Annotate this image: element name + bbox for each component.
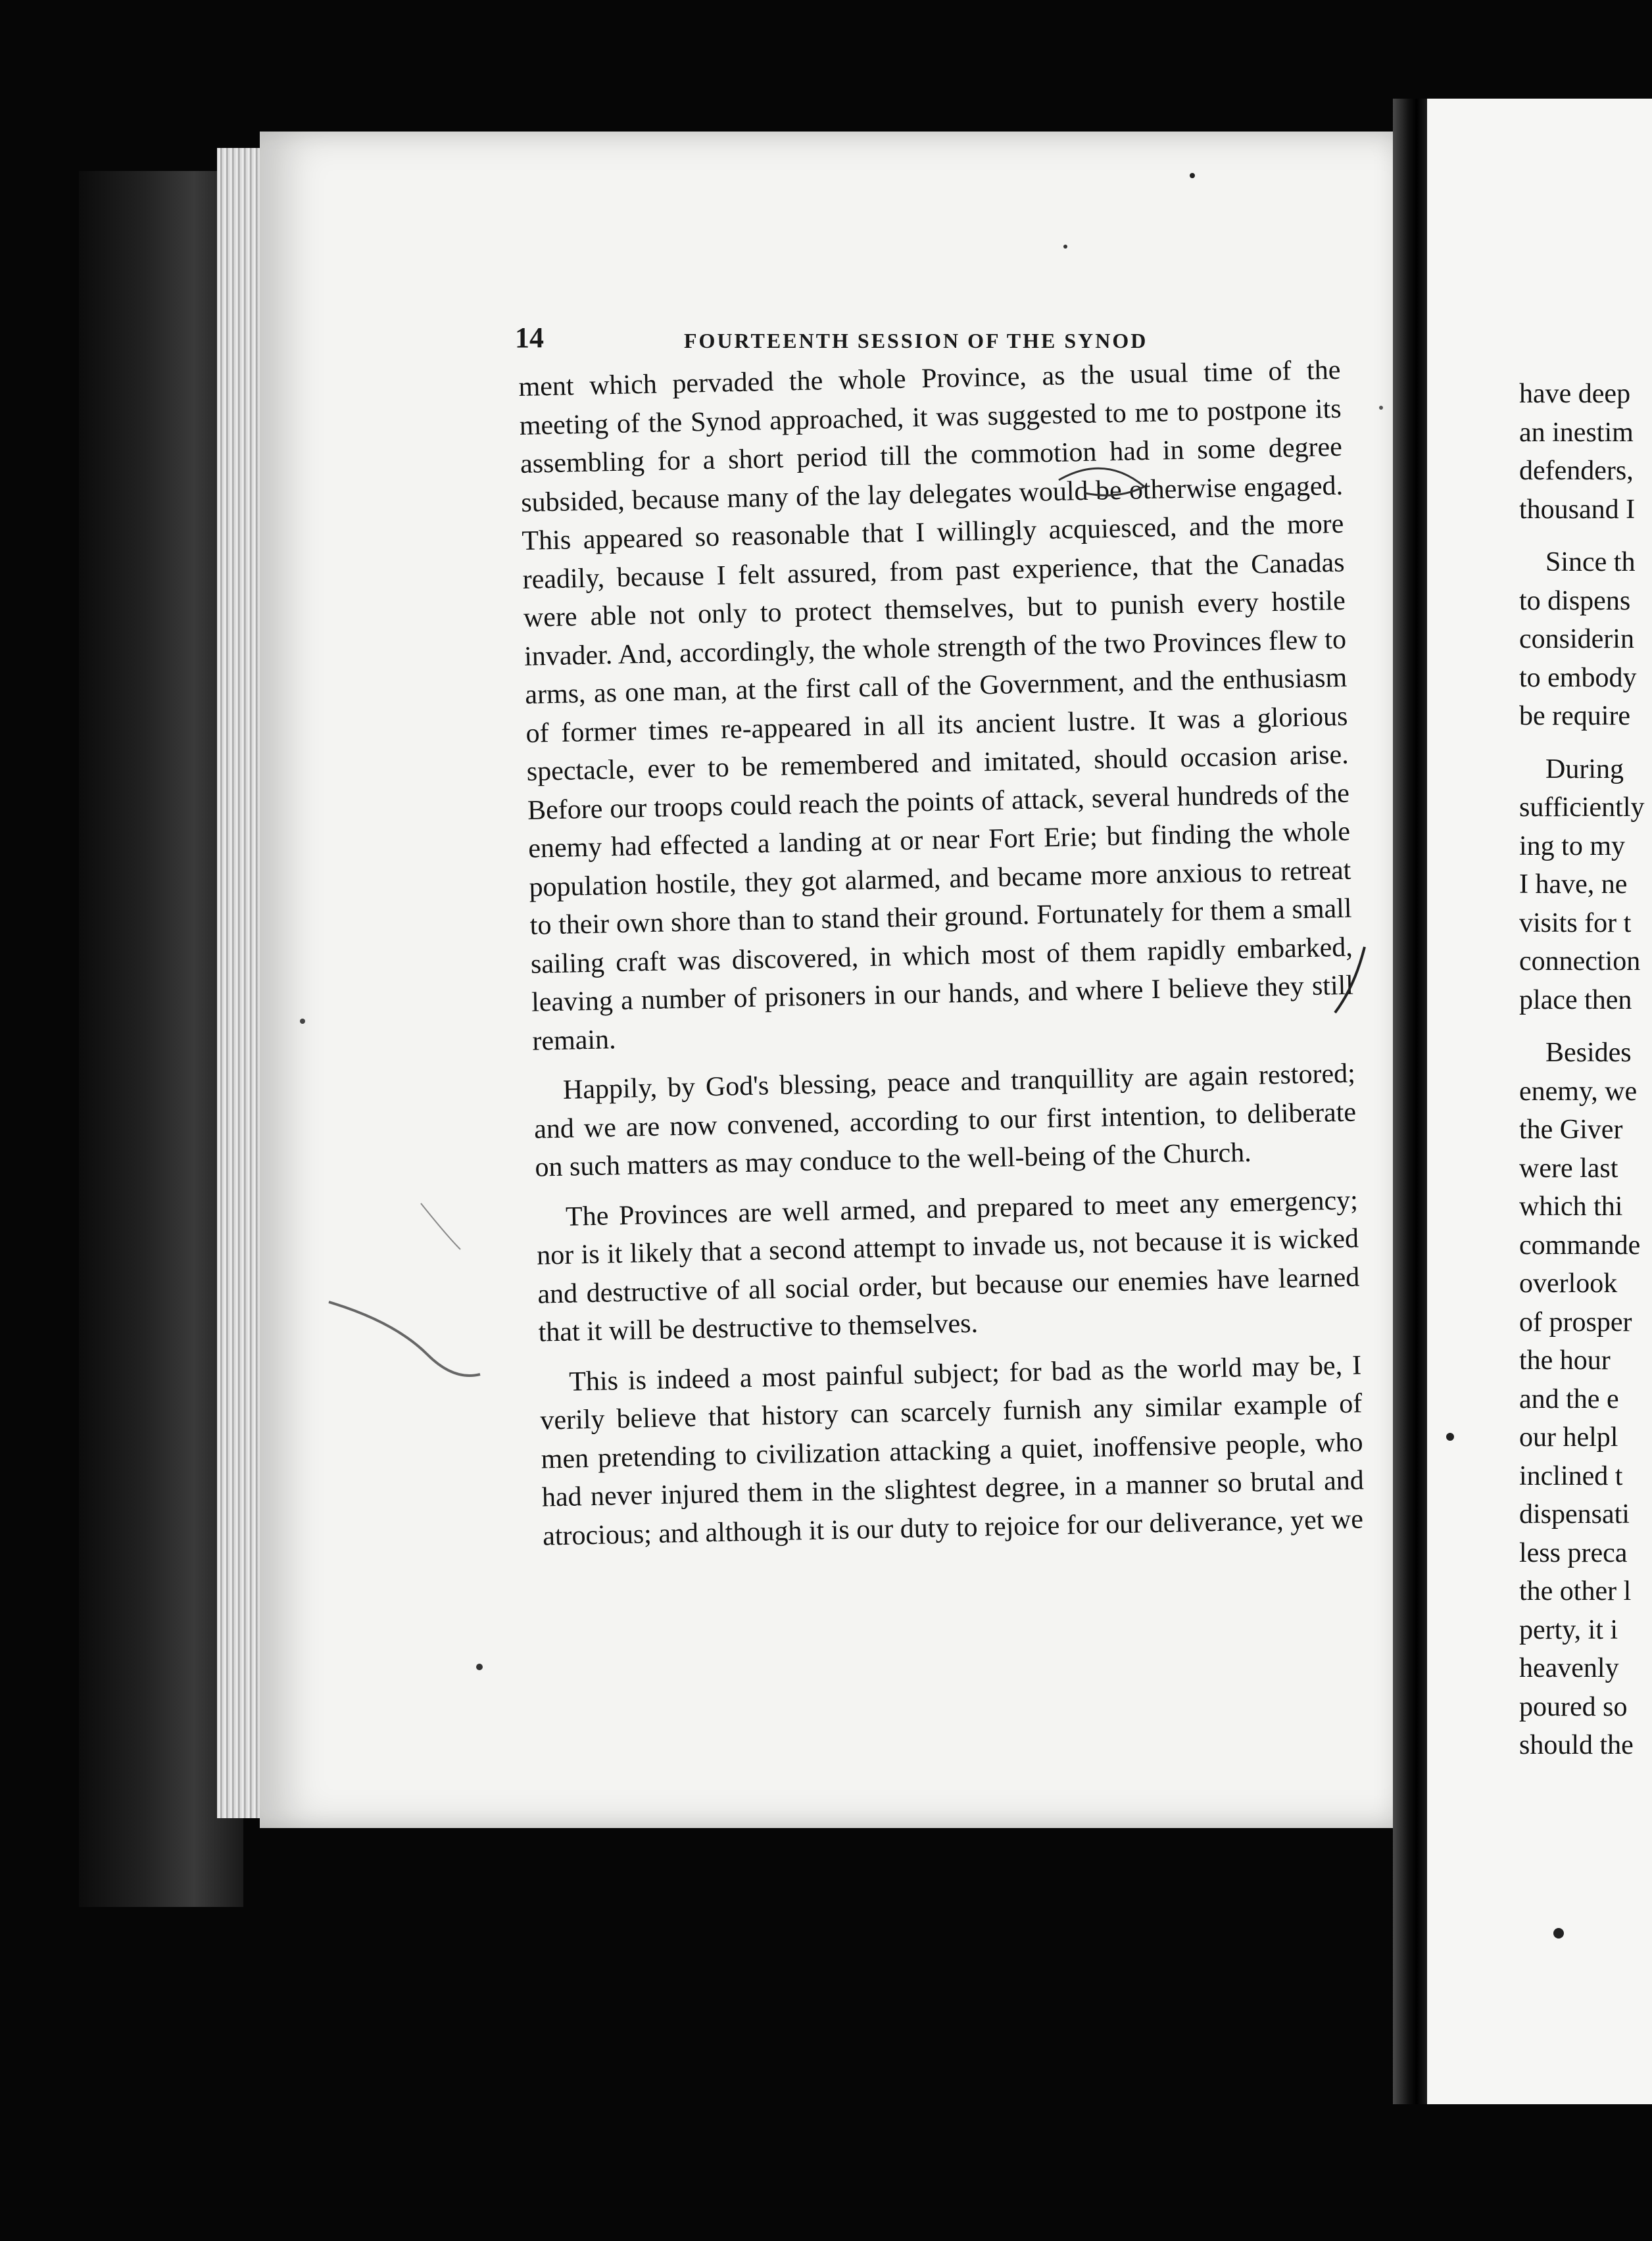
text-line: overlook [1519,1268,1618,1299]
page-number: 14 [515,322,544,354]
text-line: connection [1519,946,1641,976]
text-line: our helpl [1519,1422,1618,1453]
right-page-text [1519,375,1652,1765]
text-line: the hour [1519,1345,1611,1376]
running-head: FOURTEENTH SESSION OF THE SYNOD [684,329,1148,352]
text-line: dispensati [1519,1499,1630,1530]
text-line: ing to my [1519,831,1626,861]
text-line: should the [1519,1730,1634,1760]
text-line: be require [1519,701,1631,731]
text-line: perty, it i [1519,1614,1618,1645]
text-line: have deep [1519,379,1631,409]
text-line: poured so [1519,1691,1628,1722]
text-line: Since th [1545,547,1636,577]
text-line: heavenly [1519,1653,1619,1683]
text-line: considerin [1519,624,1634,654]
text-line: commande [1519,1230,1641,1261]
text-line: inclined t [1519,1460,1623,1491]
text-line: the Giver [1519,1115,1623,1145]
text-line: sufficiently [1519,792,1645,823]
text-line: During [1545,754,1624,784]
text-line: which thi [1519,1192,1623,1222]
text-line: enemy, we [1519,1076,1638,1107]
text-line: and the e [1519,1384,1619,1414]
book-gutter [1393,99,1432,2104]
text-line: less preca [1519,1537,1628,1568]
paragraph: This is indeed a most painful subject; for bad as the world may be, I verily believe that history can scarcely furnish any similar example of men pretending to civilization attacking a quiet, inoffensive people, who had never injured them in the slightest degree, in a manner so brutal and atrocious; and although it is our duty to rejoice for our deliverance, yet we [540,1349,1365,1552]
text-line: the other l [1519,1576,1632,1606]
text-line: place then [1519,984,1632,1015]
body-text [518,351,1365,1567]
text-line: I have, ne [1519,869,1628,900]
text-line: an inestim [1519,417,1634,448]
text-line: thousand I [1519,494,1636,525]
text-line: were last [1519,1153,1618,1184]
paragraph: Happily, by God's blessing, peace and tranquillity are again restored; and we are now convened, according to our first intention, to deliberate on such matters as may conduce to the well-being of the Church. [533,1058,1357,1183]
text-line: of prosper [1519,1307,1632,1337]
text-line: to dispens [1519,585,1631,616]
text-line: Besides [1545,1038,1632,1068]
text-line: to embody [1519,662,1637,693]
paragraph: The Provinces are well armed, and prepared to meet any emergency; nor is it likely that a second attempt to invade us, not because it is wicked and destructive of all social order, but because our enemies have learned that it will be destructive to themselves. [536,1185,1360,1348]
paragraph: ment which pervaded the whole Province, as the usual time of the meeting of the Synod approached, it was suggested to me to postpone its assembling for a short period till the commotion had in some degree subsided, because many of the lay delegates would be otherwise engaged. This appeared so reasonable that I willingly acquiesced, and the more readily, because I felt assured, from past experience, that the Canadas were able not only to protect themselves, but to punish every hostile invader. And, accordingly, the whole strength of the two Provinces flew to arms, as one man, at the first call of the Government, and the enthusiasm of former times re-appeared in all its ancient lustre. It was a glorious spectacle, ever to be remembered and imitated, should occasion arise. Before our troops could reach the points of attack, several hundreds of the enemy had effected a landing at or near Fort Erie; but finding the whole population hostile, they got alarmed, and became more anxious to retreat to their own shore than to stand their ground. Fortunately for them a small sailing craft was discovered, in which most of them rapidly embarked, leaving a number of prisoners in our hands, and where I believe they still remain. [518,354,1354,1057]
text-line: defenders, [1519,456,1634,486]
text-line: visits for t [1519,907,1632,938]
